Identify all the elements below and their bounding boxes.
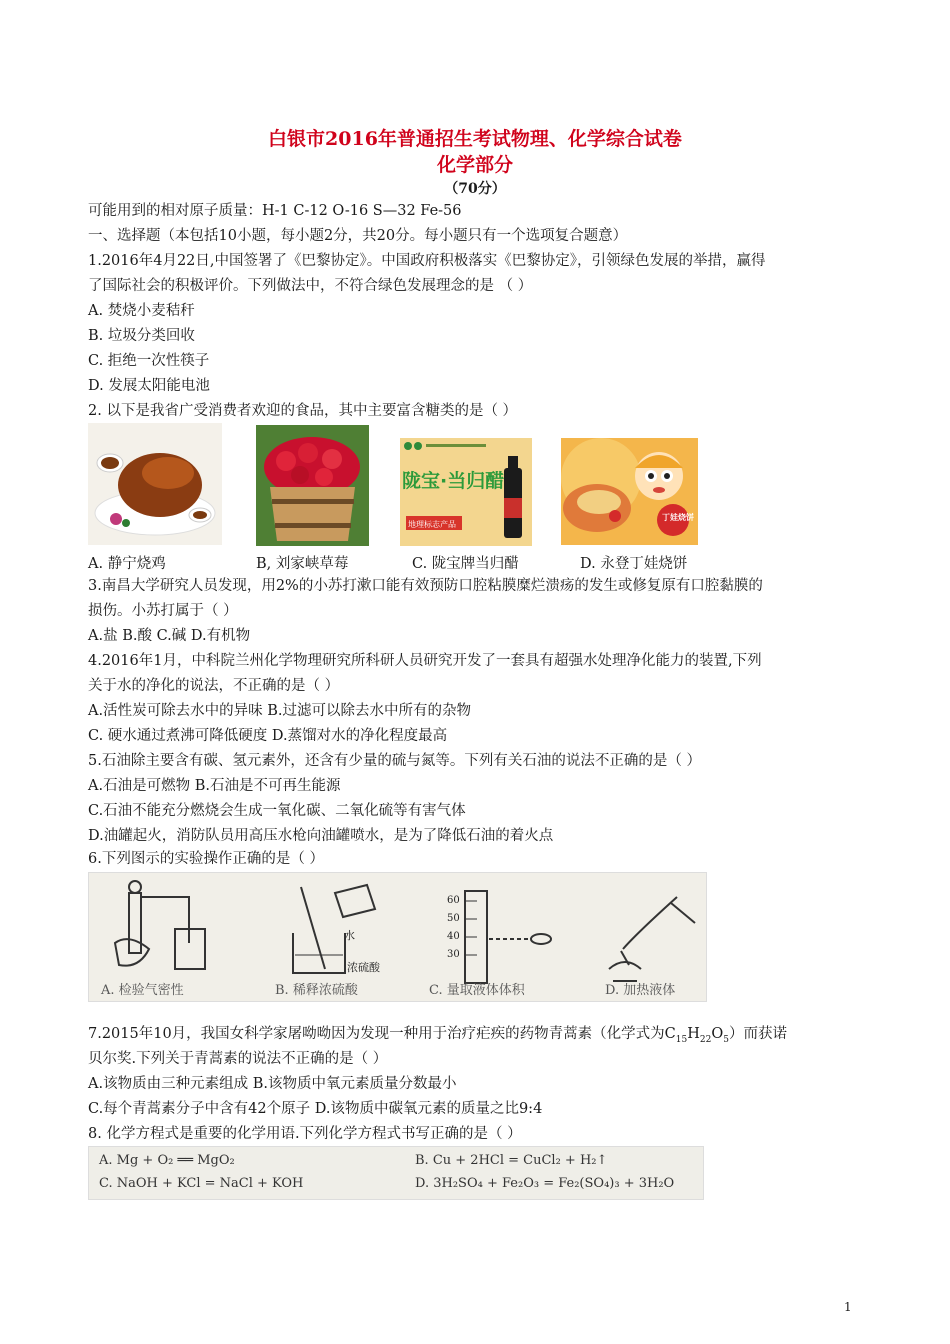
q6-stem: 6.下列图示的实验操作正确的是（ ） bbox=[88, 851, 324, 867]
q2-caption-d: D. 永登丁娃烧饼 bbox=[580, 556, 688, 572]
q8-equation-a: A. Mg + O₂ ══ MgO₂ bbox=[99, 1153, 235, 1168]
q6-experiment-figure bbox=[88, 872, 707, 1002]
q6-label-a: A. 检验气密性 bbox=[101, 983, 184, 998]
q3-options: A.盐 B.酸 C.碱 D.有机物 bbox=[88, 628, 251, 644]
q1-option-d: D. 发展太阳能电池 bbox=[88, 378, 210, 394]
roast-chicken-image bbox=[88, 423, 222, 545]
q4-line2: 关于水的净化的说法，不正确的是（ ） bbox=[88, 678, 340, 694]
q3-line2: 损伤。小苏打属于（ ） bbox=[88, 603, 238, 619]
q4-options-cd: C. 硬水通过煮沸可降低硬度 D.蒸馏对水的净化程度最高 bbox=[88, 728, 448, 744]
q2-caption-b: B, 刘家峡草莓 bbox=[256, 556, 349, 572]
q1-line1: 1.2016年4月22日,中国签署了《巴黎协定》。中国政府积极落实《巴黎协定》，引领绿色发展的举措，赢得 bbox=[88, 253, 766, 269]
q1-option-b: B. 垃圾分类回收 bbox=[88, 328, 195, 344]
q6-label-b: B. 稀释浓硫酸 bbox=[275, 983, 358, 998]
exam-score: （70分） bbox=[444, 181, 506, 197]
strawberry-image bbox=[256, 425, 369, 546]
q5-option-c: C.石油不能充分燃烧会生成一氧化碳、二氧化硫等有害气体 bbox=[88, 803, 466, 819]
pancake-brand-text: 丁娃烧饼 bbox=[662, 513, 694, 522]
atomic-masses: 可能用到的相对原子质量：H-1 C-12 O-16 S—32 Fe-56 bbox=[88, 203, 462, 219]
q7-options-cd: C.每个青蒿素分子中含有42个原子 D.该物质中碳氧元素的质量之比9:4 bbox=[88, 1101, 543, 1117]
q2-caption-a: A. 静宁烧鸡 bbox=[88, 556, 166, 572]
q6-label-c: C. 量取液体体积 bbox=[429, 983, 525, 998]
q8-stem: 8. 化学方程式是重要的化学用语.下列化学方程式书写正确的是（ ） bbox=[88, 1126, 522, 1142]
q5-option-d: D.油罐起火，消防队员用高压水枪向油罐喷水，是为了降低石油的着火点 bbox=[88, 828, 554, 844]
page-number: 1 bbox=[844, 1300, 852, 1314]
q3-line1: 3.南昌大学研究人员发现，用2%的小苏打漱口能有效预防口腔粘膜糜烂溃疡的发生或修复原有口腔黏膜的 bbox=[88, 578, 763, 594]
svg-text:地理标志产品: 地理标志产品 bbox=[408, 520, 456, 529]
q6-label-d: D. 加热液体 bbox=[605, 983, 676, 998]
q8-equations-figure bbox=[88, 1146, 704, 1200]
q8-equation-b: B. Cu + 2HCl = CuCl₂ + H₂↑ bbox=[415, 1153, 608, 1168]
q6-water-label: 水 bbox=[344, 929, 355, 942]
q6-cyl-30: 30 bbox=[447, 949, 460, 960]
vinegar-brand-text: 陇宝·当归醋 bbox=[402, 470, 505, 492]
q1-option-c: C. 拒绝一次性筷子 bbox=[88, 353, 210, 369]
q4-options-ab: A.活性炭可除去水中的异味 B.过滤可以除去水中所有的杂物 bbox=[88, 703, 471, 719]
q2-stem: 2. 以下是我省广受消费者欢迎的食品，其中主要富含糖类的是（ ） bbox=[88, 403, 518, 419]
pancake-ad-image bbox=[561, 438, 698, 545]
q1-option-a: A. 焚烧小麦秸秆 bbox=[88, 303, 195, 319]
q5-stem: 5.石油除主要含有碳、氢元素外，还含有少量的硫与氮等。下列有关石油的说法不正确的是（ ） bbox=[88, 753, 701, 769]
q7-line1: 7.2015年10月，我国女科学家屠呦呦因为发现一种用于治疗疟疾的药物青蒿素（化学式为$C_{15}H_{22}O_5$）而获诺 bbox=[88, 1026, 787, 1045]
q6-acid-label: 浓硫酸 bbox=[347, 961, 380, 974]
exam-title: 白银市2016年普通招生考试物理、化学综合试卷 bbox=[268, 128, 682, 150]
vinegar-ad-image bbox=[400, 438, 532, 546]
q6-cyl-60: 60 bbox=[447, 895, 460, 906]
q7-line2: 贝尔奖.下列关于青蒿素的说法不正确的是（ ） bbox=[88, 1051, 388, 1067]
q5-options-ab: A.石油是可燃物 B.石油是不可再生能源 bbox=[88, 778, 341, 794]
q8-equation-c: C. NaOH + KCl = NaCl + KOH bbox=[99, 1176, 304, 1191]
q7-options-ab: A.该物质由三种元素组成 B.该物质中氧元素质量分数最小 bbox=[88, 1076, 457, 1092]
q6-cyl-40: 40 bbox=[447, 931, 460, 942]
section1-header: 一、选择题（本包括10小题，每小题2分，共20分。每小题只有一个选项复合题意） bbox=[88, 228, 628, 244]
q2-caption-c: C. 陇宝牌当归醋 bbox=[412, 556, 519, 572]
q6-cyl-50: 50 bbox=[447, 913, 460, 924]
q8-equation-d: D. 3H₂SO₄ + Fe₂O₃ = Fe₂(SO₄)₃ + 3H₂O bbox=[415, 1176, 675, 1191]
q1-line2: 了国际社会的积极评价。下列做法中，不符合绿色发展理念的是 （ ） bbox=[88, 278, 533, 294]
exam-subtitle: 化学部分 bbox=[436, 154, 513, 176]
q4-line1: 4.2016年1月，中科院兰州化学物理研究所科研人员研究开发了一套具有超强水处理净化能力的装置,下列 bbox=[88, 653, 762, 669]
